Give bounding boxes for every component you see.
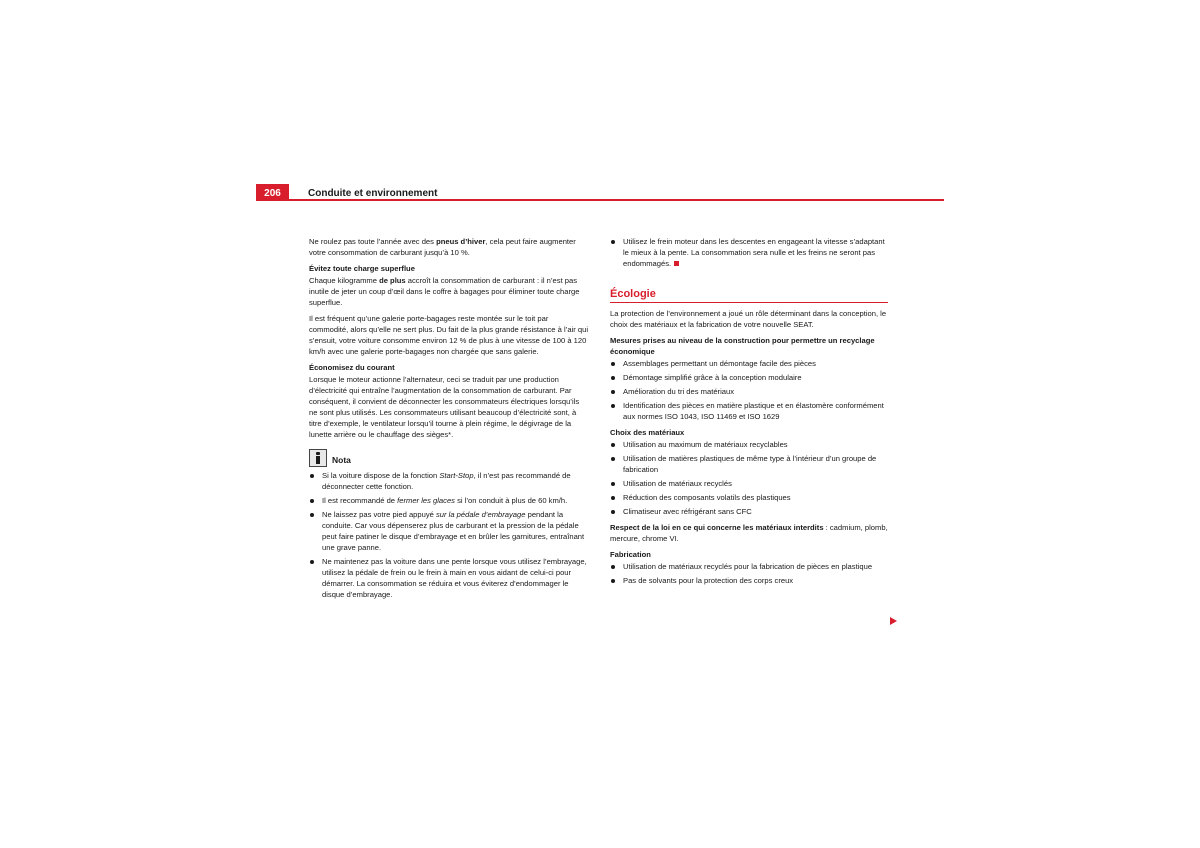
note-list (309, 470, 589, 600)
mesures-list (610, 358, 890, 422)
note-item (309, 509, 589, 553)
note-italic: sur la pédale d’embrayage (435, 510, 526, 519)
list-item (610, 575, 890, 586)
charge-paragraph-1 (309, 275, 589, 308)
charge-bold: de plus (379, 276, 406, 285)
note-item (309, 495, 589, 506)
frein-text: Utilisez le frein moteur dans les descentes en engageant la vitesse s’adaptant le mieux à la pente. La consommation sera nulle et les freins ne seront pas endommagés. (623, 237, 885, 268)
bullet-icon (611, 482, 615, 486)
right-column (610, 236, 890, 591)
list-item (610, 561, 890, 572)
list-item-text: Amélioration du tri des matériaux (623, 387, 735, 396)
bullet-icon (611, 376, 615, 380)
eco-intro: La protection de l’environnement a joué un rôle déterminant dans la conception, le choix des matériaux et la fabrication de votre nouvelle SEAT. (610, 309, 887, 329)
bullet-icon (310, 513, 314, 517)
bullet-icon (611, 443, 615, 447)
list-item (610, 478, 890, 489)
bullet-icon (611, 404, 615, 408)
list-item (610, 400, 890, 422)
charge-text-end: accroît la consommation de carburant : il n’est pas inutile de jeter un coup d’œil dans le coffre à bagages pour éliminer toute charge superflue. (309, 276, 580, 307)
list-item-text: Réduction des composants volatils des plastiques (623, 493, 791, 502)
bullet-icon (611, 390, 615, 394)
bullet-icon (611, 565, 615, 569)
intro-paragraph (309, 236, 589, 258)
note-text-end: pendant la conduite. Car vous dépenserez plus de carburant et la pression de la pédale peut faire patiner le disque d’embrayage et en brûler les garnitures, entraînant une grave panne. (322, 510, 585, 552)
courant-paragraph: Lorsque le moteur actionne l’alternateur, ceci se traduit par une production d’électricité qui entraîne l’augmentation de la consommation de carburant. Par conséquent, il convient de déconnecter les consommateurs électriques lorsqu’ils ne sont plus utilisés. Les consommateurs utilisant beaucoup d’électricité sont, à titre d’exemple, le ventilateur lorsqu’il tourne à plein régime, le dégivrage de la lunette arrière ou le chauffage des sièges*. (309, 375, 580, 439)
note-header (309, 449, 589, 467)
list-item (610, 439, 890, 450)
charge-paragraph-2: Il est fréquent qu’une galerie porte-bagages reste montée sur le toit par commodité, alors qu’elle ne sert plus. Du fait de la plus grande résistance à l’air qui s’ensuit, votre voiture consomme environ 12 % de plus à une vitesse de 100 à 120 km/h avec une galerie porte-bagages non chargée que sans galerie. (309, 314, 589, 356)
bullet-icon (310, 560, 314, 564)
charge-heading: Évitez toute charge superflue (309, 264, 415, 273)
note-text: Ne maintenez pas la voiture dans une pente lorsque vous utilisez l’embrayage, utilisez la pédale de frein ou le frein à main en vous aidant de celui-ci pour démarrer. La consommation se réduira et vous éviterez d’endommager le disque d’embrayage. (322, 557, 587, 599)
bullet-icon (611, 457, 615, 461)
note-italic: Start-Stop (439, 471, 474, 480)
list-item (610, 386, 890, 397)
bullet-icon (611, 240, 615, 244)
courant-heading: Économisez du courant (309, 363, 395, 372)
list-item-text: Climatiseur avec réfrigérant sans CFC (623, 507, 752, 516)
list-item-text: Utilisation au maximum de matériaux recyclables (623, 440, 788, 449)
fabrication-list (610, 561, 890, 586)
page-header (256, 184, 944, 201)
list-item-text: Pas de solvants pour la protection des corps creux (623, 576, 794, 585)
bullet-icon (310, 499, 314, 503)
mesures-heading: Mesures prises au niveau de la construction pour permettre un recyclage économique (610, 336, 875, 356)
intro-text: Ne roulez pas toute l’année avec des (309, 237, 437, 246)
chapter-title: Conduite et environnement (308, 188, 438, 199)
note-title: Nota (332, 454, 351, 465)
page-number: 206 (256, 184, 289, 201)
note-text-end: si l’on conduit à plus de 60 km/h. (454, 496, 568, 505)
list-item (610, 236, 890, 269)
bullet-icon (611, 496, 615, 500)
intro-text-end: , cela peut faire augmenter votre consommation de carburant jusqu’à 10 %. (309, 237, 576, 257)
list-item-text: Utilisation de matériaux recyclés pour la fabrication de pièces en plastique (623, 562, 873, 571)
choix-list (610, 439, 890, 517)
choix-heading: Choix des matériaux (610, 428, 685, 437)
note-item (309, 556, 589, 600)
note-text-end: , il n’est pas recommandé de déconnecter cette fonction. (322, 471, 571, 491)
list-item-text: Assemblages permettant un démontage facile des pièces (623, 359, 816, 368)
bullet-icon (611, 579, 615, 583)
note-text: Ne laissez pas votre pied appuyé (322, 510, 436, 519)
list-item (610, 453, 890, 475)
bullet-icon (310, 474, 314, 478)
note-item (309, 470, 589, 492)
note-text: Si la voiture dispose de la fonction (322, 471, 440, 480)
intro-bold: pneus d’hiver (436, 237, 486, 246)
list-item (610, 358, 890, 369)
frein-list (610, 236, 890, 269)
next-page-arrow-icon (890, 617, 897, 625)
bullet-icon (611, 510, 615, 514)
section-title: Écologie (610, 289, 888, 303)
left-column (309, 236, 589, 605)
list-item-text: Utilisation de matières plastiques de même type à l’intérieur d’un groupe de fabrication (623, 454, 877, 474)
bullet-icon (611, 362, 615, 366)
header-rule (289, 199, 944, 201)
note-italic: fermer les glaces (397, 496, 455, 505)
respect-bold: Respect de la loi en ce qui concerne les matériaux interdits (610, 523, 824, 532)
end-of-section-icon (674, 261, 679, 266)
info-icon (309, 449, 327, 467)
list-item (610, 506, 890, 517)
respect-paragraph (610, 522, 890, 544)
respect-text: : cadmium, plomb, mercure, chrome VI. (610, 523, 888, 543)
list-item-text: Démontage simplifié grâce à la conception modulaire (623, 373, 802, 382)
list-item-text: Utilisation de matériaux recyclés (623, 479, 732, 488)
note-text: Il est recommandé de (322, 496, 398, 505)
list-item-text: Identification des pièces en matière plastique et en élastomère conformément aux normes ISO 1043, ISO 11469 et ISO 1629 (623, 401, 884, 421)
fabrication-heading: Fabrication (610, 550, 651, 559)
list-item (610, 372, 890, 383)
list-item (610, 492, 890, 503)
charge-text: Chaque kilogramme (309, 276, 380, 285)
